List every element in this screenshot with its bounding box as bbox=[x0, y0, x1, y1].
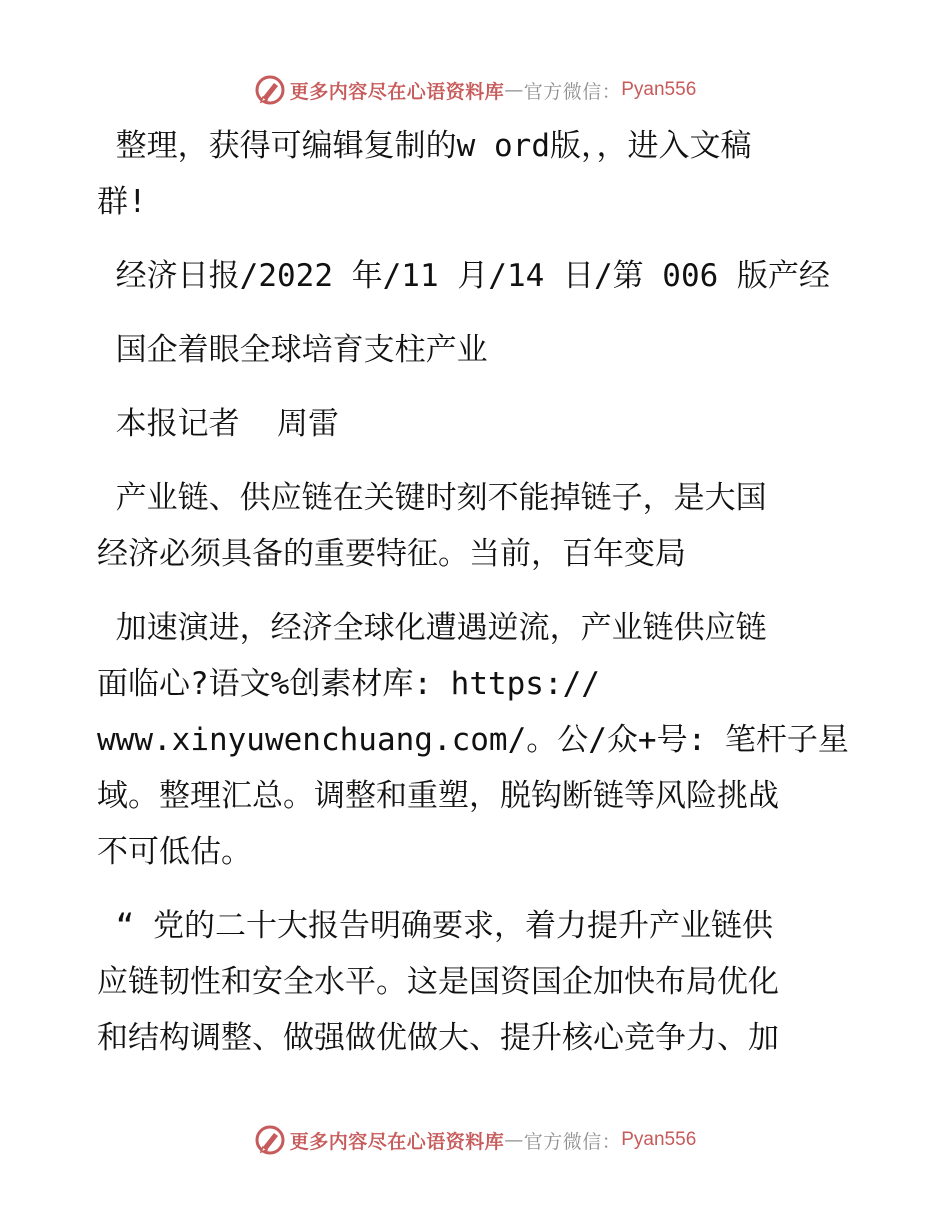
text-line: 和结构调整、做强做优做大、提升核心竞争力、加 bbox=[97, 1020, 779, 1056]
text-line: 本报记者 周雷 bbox=[97, 406, 339, 442]
text-line: 整理，获得可编辑复制的w ord版，，进入文稿 bbox=[97, 128, 752, 164]
watermark-id: Pyan556 bbox=[621, 1129, 697, 1150]
watermark-brand: 更多内容尽在心语资料库 bbox=[289, 1130, 505, 1153]
watermark-brand: 更多内容尽在心语资料库 bbox=[289, 80, 505, 103]
text-line: 域。整理汇总。调整和重塑，脱钩断链等风险挑战 bbox=[97, 778, 779, 814]
header-watermark bbox=[0, 70, 950, 110]
text-line: 经济日报/2022 年/11 月/14 日/第 006 版产经 bbox=[97, 258, 830, 294]
paragraph bbox=[97, 898, 857, 1066]
pen-logo-icon bbox=[254, 1124, 286, 1156]
text-line: 不可低估。 bbox=[97, 834, 252, 870]
paragraph bbox=[97, 600, 857, 880]
paragraph bbox=[97, 248, 857, 304]
watermark-dash: — bbox=[504, 1129, 524, 1151]
paragraph bbox=[97, 322, 857, 378]
text-line: 国企着眼全球培育支柱产业 bbox=[97, 332, 488, 368]
text-line: www.xinyuwenchuang.com/。公/众+号: 笔杆子星 bbox=[97, 722, 849, 758]
watermark-official: 官方微信： bbox=[523, 80, 622, 103]
text-line: “ 党的二十大报告明确要求，着力提升产业链供 bbox=[97, 908, 773, 944]
paragraph bbox=[97, 470, 857, 582]
text-line: 面临心?语文%创素材库: https:// bbox=[97, 666, 600, 702]
text-line: 经济必须具备的重要特征。当前，百年变局 bbox=[97, 536, 686, 572]
watermark-dash: — bbox=[504, 79, 524, 101]
text-line: 应链韧性和安全水平。这是国资国企加快布局优化 bbox=[97, 964, 779, 1000]
pen-logo-icon bbox=[254, 74, 286, 106]
watermark-official: 官方微信： bbox=[523, 1130, 622, 1153]
paragraph bbox=[97, 118, 857, 230]
text-line: 产业链、供应链在关键时刻不能掉链子，是大国 bbox=[97, 480, 767, 516]
paragraph bbox=[97, 396, 857, 452]
watermark-id: Pyan556 bbox=[621, 79, 697, 100]
footer-watermark bbox=[0, 1120, 950, 1160]
text-line: 群! bbox=[97, 184, 147, 220]
article-body bbox=[97, 118, 857, 1084]
text-line: 加速演进，经济全球化遭遇逆流，产业链供应链 bbox=[97, 610, 767, 646]
